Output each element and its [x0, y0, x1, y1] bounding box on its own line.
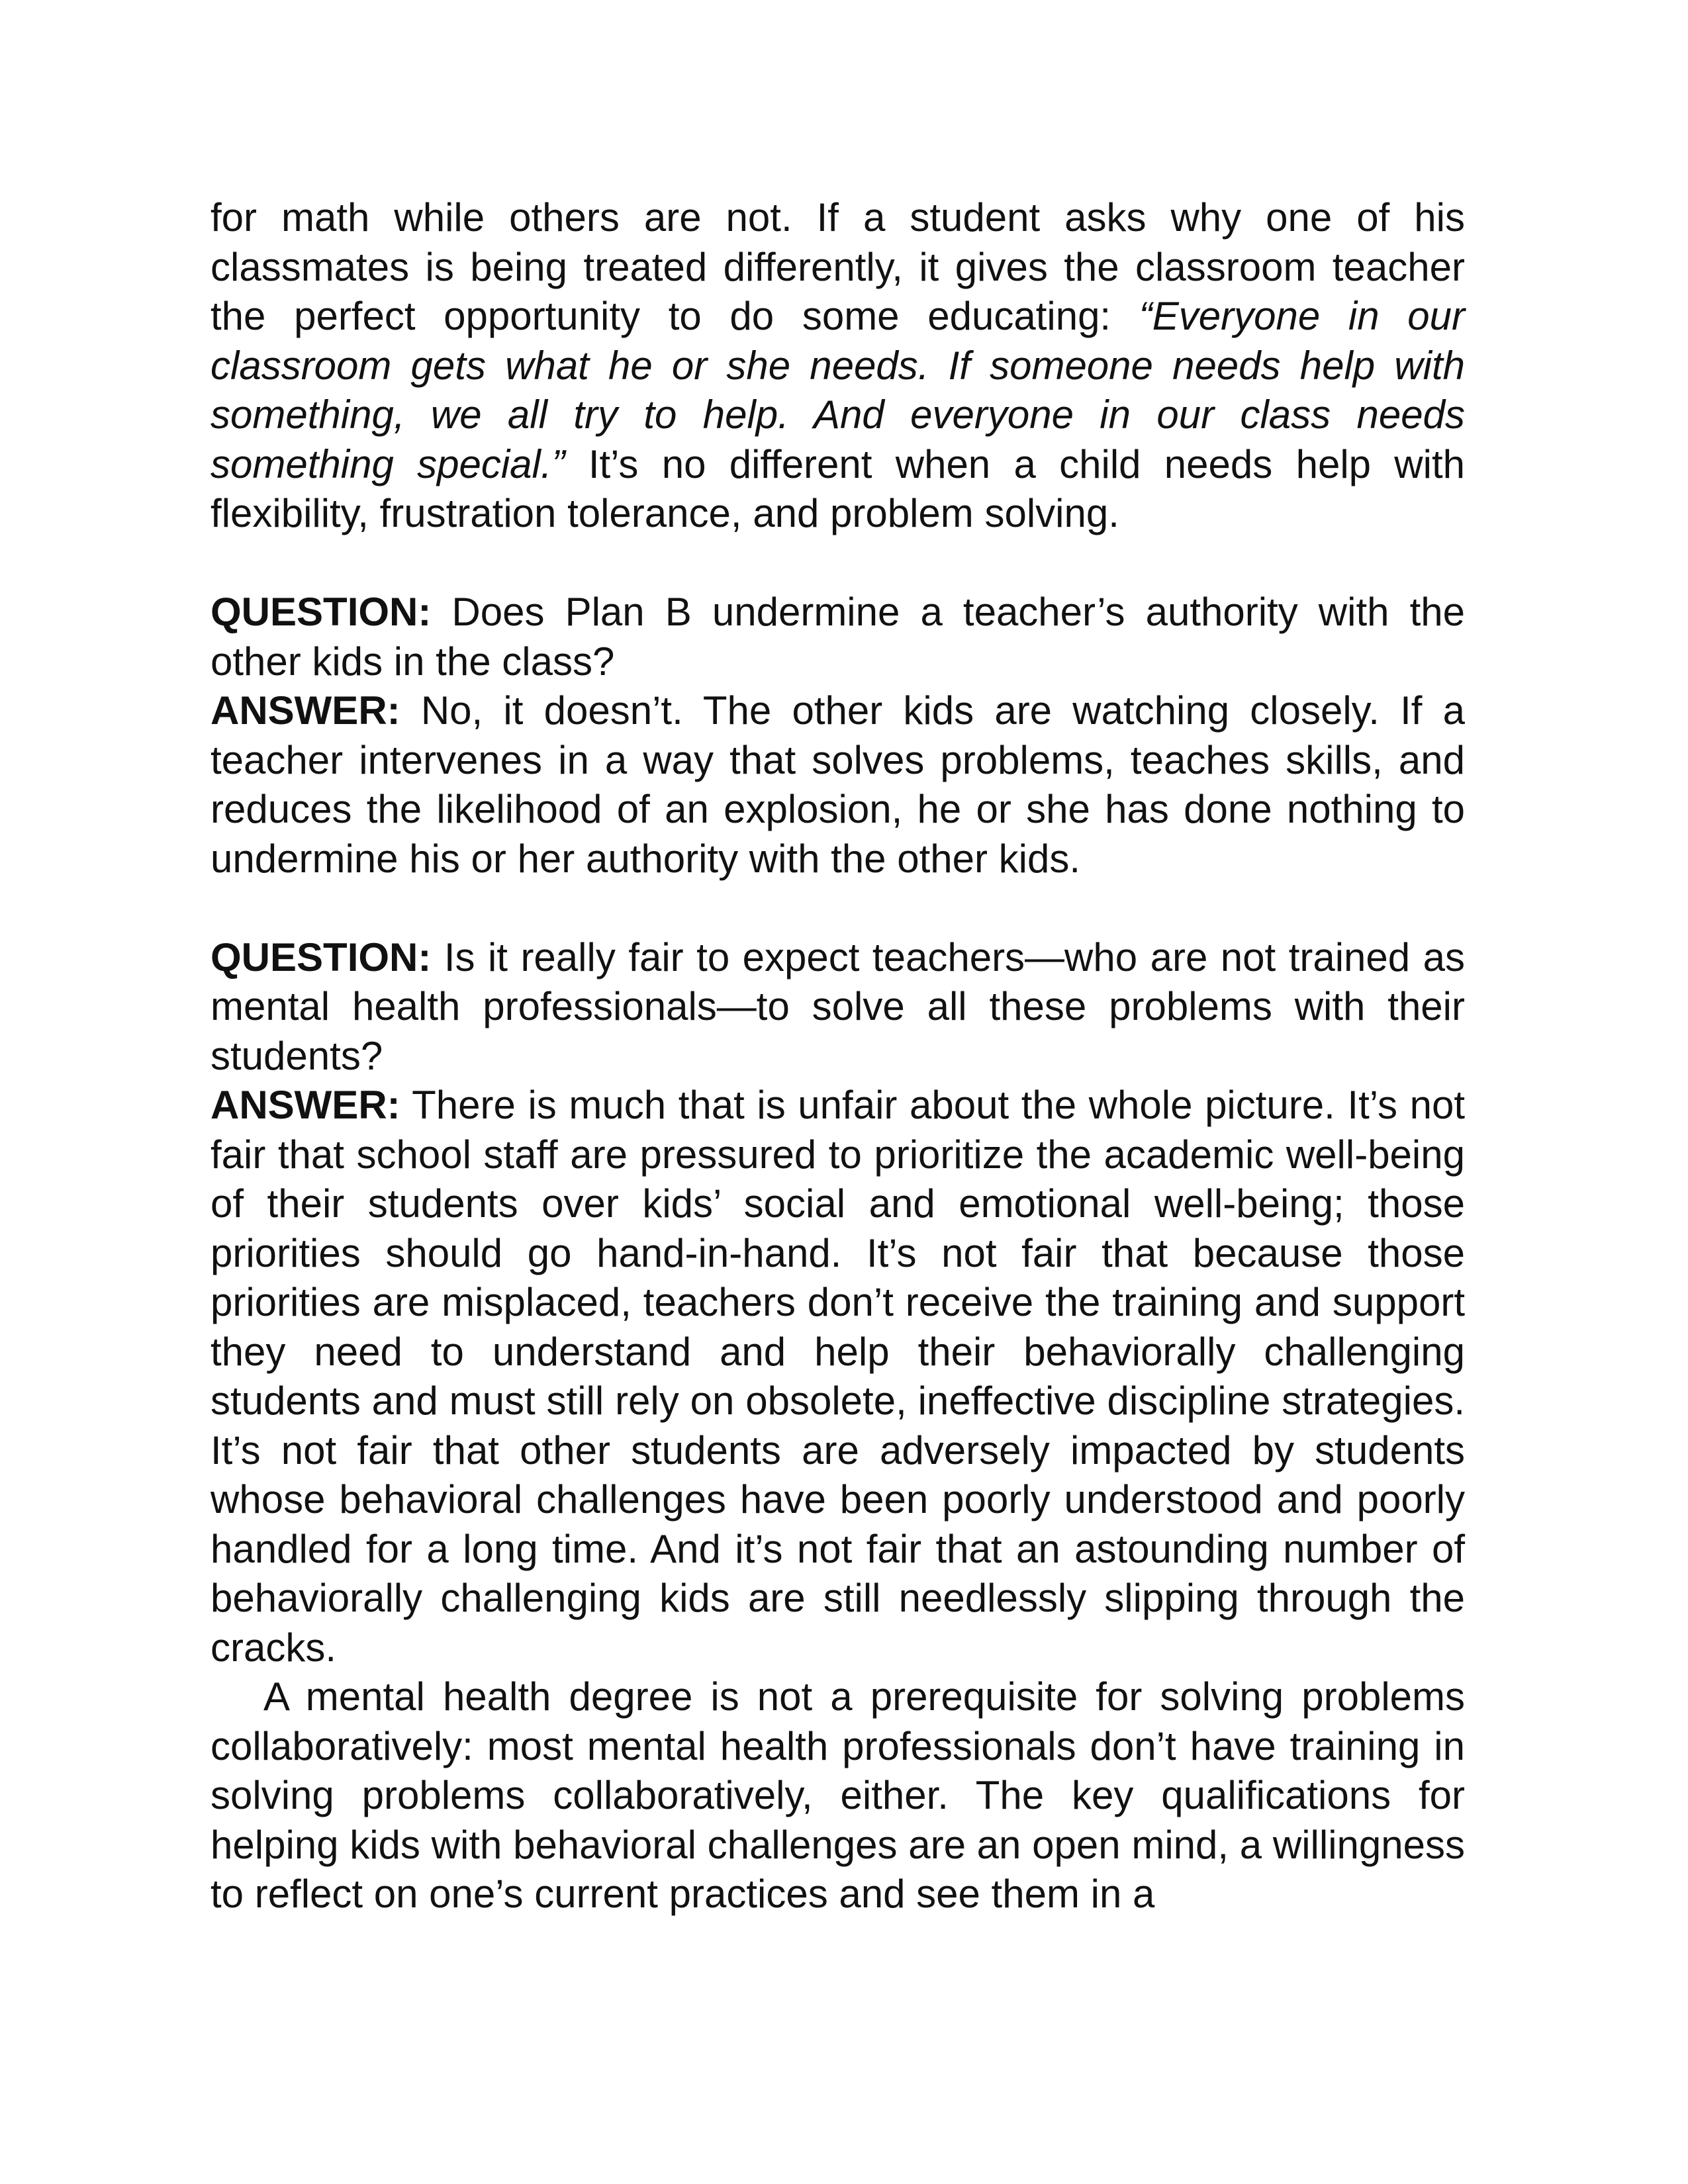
paragraph-spacer: [211, 539, 1465, 588]
paragraph-spacer: [211, 884, 1465, 933]
answer-2-label: ANSWER:: [211, 1083, 400, 1127]
question-1: [211, 588, 1465, 686]
answer-2-followup: A mental health degree is not a prerequisite for solving problems collaboratively: most mental health professionals don’t have training in solving problems collaboratively, either. The key qualifications for helping kids with behavioral challenges are an open mind, a willingness to reflect on one’s current practices and see them in a: [211, 1674, 1465, 1916]
question-1-text: Does Plan B undermine a teacher’s authority with the other kids in the class?: [211, 590, 1465, 684]
classroom-quote: “Everyone in our classroom gets what he or she needs. If someone needs help with something, we all try to help. And everyone in our class needs something special.”: [211, 294, 1465, 486]
answer-2: [211, 1081, 1465, 1672]
answer-1-text: No, it doesn’t. The other kids are watching closely. If a teacher intervenes in a way that solves problems, teaches skills, and reduces the likelihood of an explosion, he or she has done nothing to undermine his or her authority with the other kids.: [211, 688, 1465, 881]
answer-1: [211, 686, 1465, 884]
question-2-text: Is it really fair to expect teachers—who are not trained as mental health professionals—to solve all these problems with their students?: [211, 934, 1465, 1078]
answer-2-text: There is much that is unfair about the whole picture. It’s not fair that school staff are pressured to prioritize the academic well-being of their students over kids’ social and emotional well-being; those priorities should go hand-in-hand. It’s not fair that because those priorities are misplaced, teachers don’t receive the training and support they need to understand and help their behaviorally challenging students and must still rely on obsolete, ineffective discipline strategies. It’s not fair that other students are adversely impacted by students whose behavioral challenges have been poorly understood and poorly handled for a long time. And it’s not fair that an astounding number of behaviorally challenging kids are still needlessly slipping through the cracks.: [211, 1083, 1465, 1670]
question-1-label: QUESTION:: [211, 590, 432, 634]
question-2-label: QUESTION:: [211, 934, 432, 979]
answer-1-label: ANSWER:: [211, 688, 400, 733]
opening-paragraph: [211, 193, 1465, 539]
opening-lead-text: for math while others are not. If a student asks why one of his classmates is being treated differently, it gives the classroom teacher the perfect opportunity to do some educating:: [211, 195, 1465, 338]
document-page: [211, 193, 1465, 1919]
opening-tail-text: It’s no different when a child needs help with flexibility, frustration tolerance, and problem solving.: [211, 441, 1466, 535]
question-2: [211, 933, 1465, 1081]
